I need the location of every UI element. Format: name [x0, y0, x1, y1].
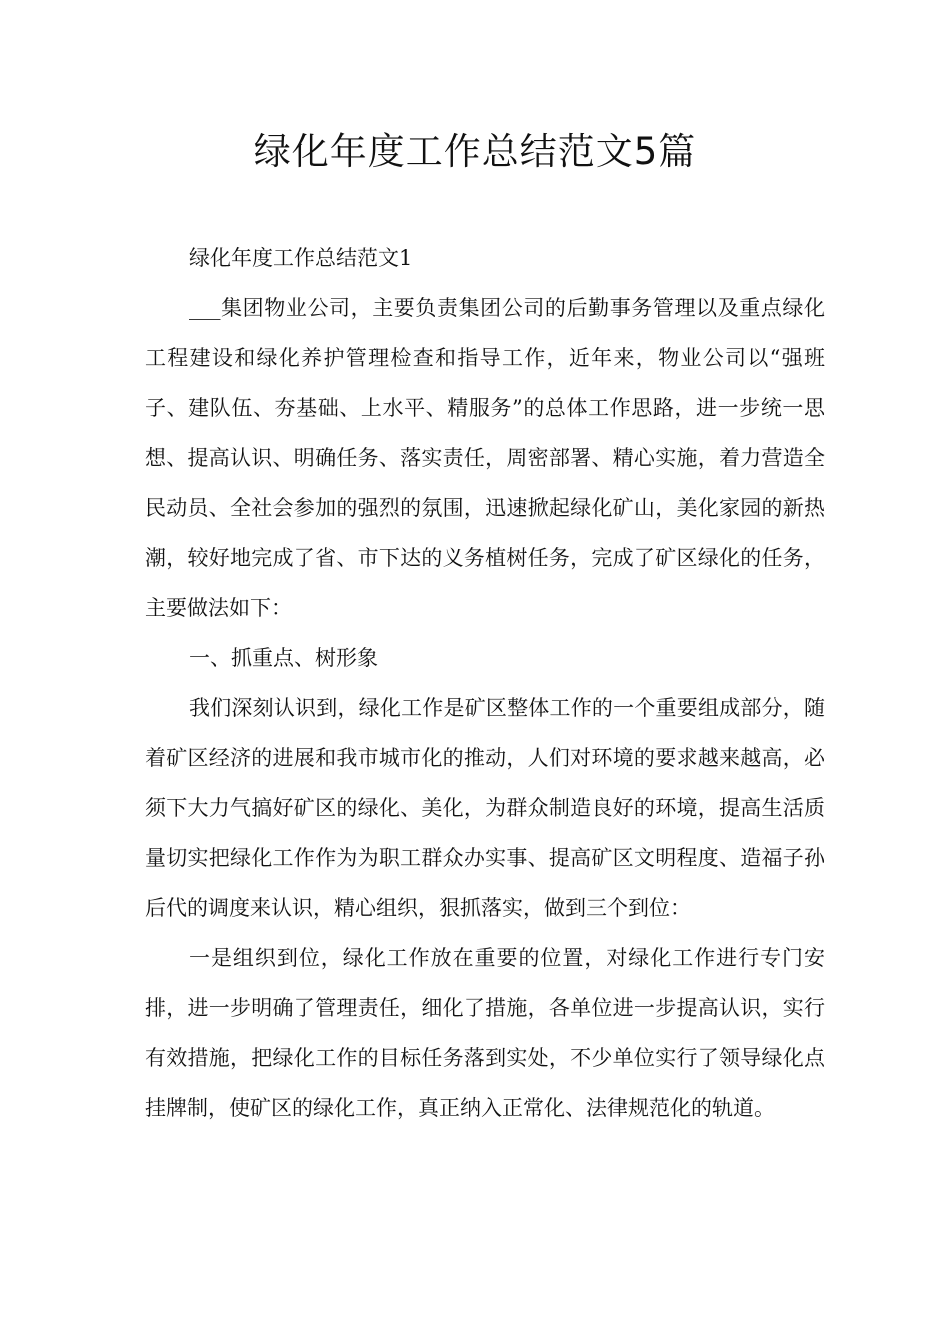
section-heading-1: 绿化年度工作总结范文1 — [189, 246, 413, 270]
paragraph-awareness: 我们深刻认识到，绿化工作是矿区整体工作的一个重要组成部分，随着矿区经济的进展和我市城市化的推动，人们对环境的要求越来越高，必须下大力气搞好矿区的绿化、美化，为群众制造良好的环境，提高生活质量切实把绿化工作作为为职工群众办实事、提高矿区文明程度、造福子孙后代的调度来认识，精心组织，狠抓落实，做到三个到位： — [145, 696, 825, 920]
document-title: 绿化年度工作总结范文5篇 — [253, 130, 697, 173]
subsection-heading-1: 一、抓重点、树形象 — [189, 646, 378, 670]
paragraph-organization: 一是组织到位，绿化工作放在重要的位置，对绿化工作进行专门安排，进一步明确了管理责任，细化了措施，各单位进一步提高认识，实行有效措施，把绿化工作的目标任务落到实处，不少单位实行了领导绿化点挂牌制，使矿区的绿化工作，真正纳入正常化、法律规范化的轨道。 — [145, 946, 825, 1120]
document-body — [145, 233, 825, 1133]
paragraph-intro: ___集团物业公司，主要负责集团公司的后勤事务管理以及重点绿化工程建设和绿化养护管理检查和指导工作，近年来，物业公司以“强班子、建队伍、夯基础、上水平、精服务”的总体工作思路，进一步统一思想、提高认识、明确任务、落实责任，周密部署、精心实施，着力营造全民动员、全社会参加的强烈的氛围，迅速掀起绿化矿山，美化家园的新热潮，较好地完成了省、市下达的义务植树任务，完成了矿区绿化的任务，主要做法如下： — [145, 296, 825, 620]
